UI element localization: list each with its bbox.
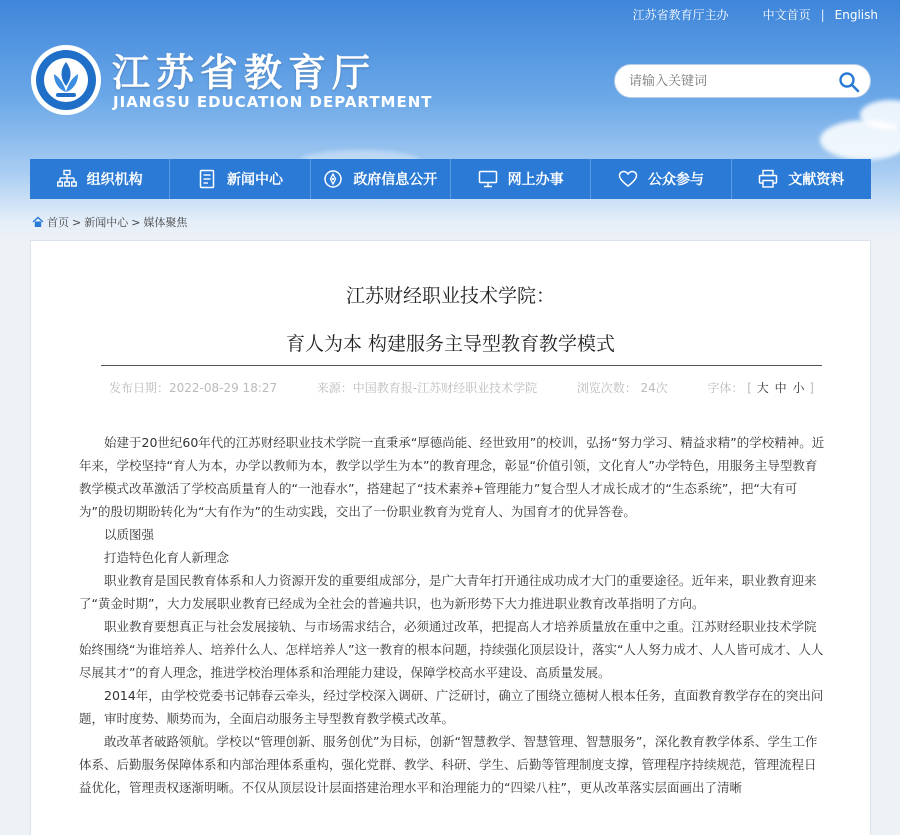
article-paragraph: 2014年，由学校党委书记韩春云牵头，经过学校深入调研、广泛研讨，确立了围绕立德树人根本任务，直面教育教学存在的突出问题，审时度势、顺势而为，全面启动服务主导型教育教学模式改革。 (79, 688, 824, 726)
breadcrumb-home[interactable]: 首页 (47, 216, 69, 229)
breadcrumb (32, 214, 187, 230)
article-paragraph: 打造特色化育人新理念 (104, 550, 230, 565)
search-input[interactable] (629, 74, 829, 89)
heart-icon (618, 169, 638, 189)
breadcrumb-separator: > (131, 215, 141, 229)
nav-item-news[interactable] (170, 159, 310, 199)
site-subtitle: JIANGSU EDUCATION DEPARTMENT (113, 93, 433, 111)
article-title-line2: 育人为本 构建服务主导型教育教学模式 (285, 333, 616, 355)
article-paragraph: 始建于20世纪60年代的江苏财经职业技术学院一直秉承“厚德尚能、经世致用”的校训，弘扬“努力学习、精益求精”的学校精神。近年来，学校坚持“育人为本，办学以教师为本，教学以学生为本”的教育理念，彰显“价值引领，文化育人”办学特色，用服务主导型教育教学模式改革激活了学校高质量育人的“一池春水”，搭建起了“技术素养+管理能力”复合型人才成长成才的“生态系统”，把“大有可为”的殷切期盼转化为“大有作为”的生动实践，交出了一份职业教育为党育人、为国育才的优异答卷。 (79, 435, 825, 519)
monitor-icon (478, 169, 498, 189)
chinese-home-link[interactable]: 中文首页 (762, 8, 811, 22)
search-icon[interactable] (838, 71, 860, 93)
nav-item-label: 政府信息公开 (353, 172, 438, 188)
view-count: 浏览次数： 24次 (576, 381, 668, 395)
article-title-line1: 江苏财经职业技术学院： (345, 285, 555, 307)
article-paragraph: 敢改革者破路领航。学校以“管理创新、服务创优”为目标，创新“智慧教学、智慧管理、智慧服务”，深化教育教学体系、学生工作体系、后勤服务保障体系和内部治理体系重构，强化党群、教学、科研、学生、后勤等管理制度支撑，管理程序持续规范，管理流程日益优化，管理责权逐渐明晰。不仅从顶层设计层面搭建治理水平和治理能力的“四梁八柱”，更从改革落实层面画出了清晰 (79, 734, 818, 795)
title-divider (101, 365, 822, 366)
main-navigation (30, 159, 871, 199)
font-small-button[interactable]: 小 (792, 381, 805, 395)
nav-item-literature[interactable] (732, 159, 871, 199)
nav-item-gov-info[interactable] (311, 159, 451, 199)
document-icon (197, 169, 217, 189)
host-label: 江苏省教育厅主办 (632, 8, 729, 22)
font-size-label: 字体： (707, 381, 744, 395)
article-paragraph: 以质图强 (104, 527, 155, 542)
article-meta (101, 379, 822, 396)
publish-date: 发布日期：2022-08-29 18:27 (109, 381, 278, 395)
printer-icon (758, 169, 778, 189)
org-chart-icon (57, 169, 77, 189)
font-large-button[interactable]: 大 (756, 381, 769, 395)
article-paragraph: 职业教育是国民教育体系和人力资源开发的重要组成部分，是广大青年打开通往成功成才大门的重要途径。近年来，职业教育迎来了“黄金时期”，大力发展职业教育已经成为全社会的普遍共识，也为新形势下大力推进职业教育改革指明了方向。 (79, 573, 817, 611)
nav-item-label: 新闻中心 (226, 172, 283, 188)
header-background (0, 0, 900, 240)
article-container (30, 240, 871, 835)
breadcrumb-media[interactable]: 媒体聚焦 (143, 216, 188, 229)
breadcrumb-news[interactable]: 新闻中心 (84, 216, 129, 229)
site-title: 江苏省教育厅 (112, 50, 377, 95)
article-source: 来源：中国教育报-江苏财经职业技术学院 (316, 381, 538, 395)
article-paragraph: 职业教育要想真正与社会发展接轨、与市场需求结合，必须通过改革，把提高人才培养质量放在重中之重。江苏财经职业技术学院始终围绕“为谁培养人、培养什么人、怎样培养人”这一教育的根本问题，持续强化顶层设计，落实“人人努力成才、人人皆可成才、人人尽展其才”的育人理念，推进学校治理体系和治理能力建设，保障学校高水平建设、高质量发展。 (79, 619, 824, 680)
nav-item-label: 网上办事 (507, 172, 564, 188)
nav-item-label: 文献资料 (788, 172, 845, 188)
article-body (79, 431, 825, 799)
education-department-logo-icon[interactable] (30, 44, 102, 116)
home-icon (32, 216, 44, 228)
bracket-close: ] (809, 381, 814, 395)
bracket-open: [ (747, 381, 752, 395)
nav-item-label: 公众参与 (647, 172, 704, 188)
nav-item-label: 组织机构 (86, 172, 143, 188)
separator: | (820, 7, 825, 22)
font-size-controls (707, 379, 814, 396)
search-box (614, 64, 871, 98)
nav-item-organization[interactable] (30, 159, 170, 199)
breadcrumb-separator: > (72, 215, 82, 229)
nav-item-online-services[interactable] (451, 159, 591, 199)
english-link[interactable]: English (834, 7, 878, 22)
font-medium-button[interactable]: 中 (774, 381, 787, 395)
compass-icon (323, 169, 343, 189)
nav-item-public-participation[interactable] (591, 159, 731, 199)
top-utility-bar (633, 6, 878, 23)
